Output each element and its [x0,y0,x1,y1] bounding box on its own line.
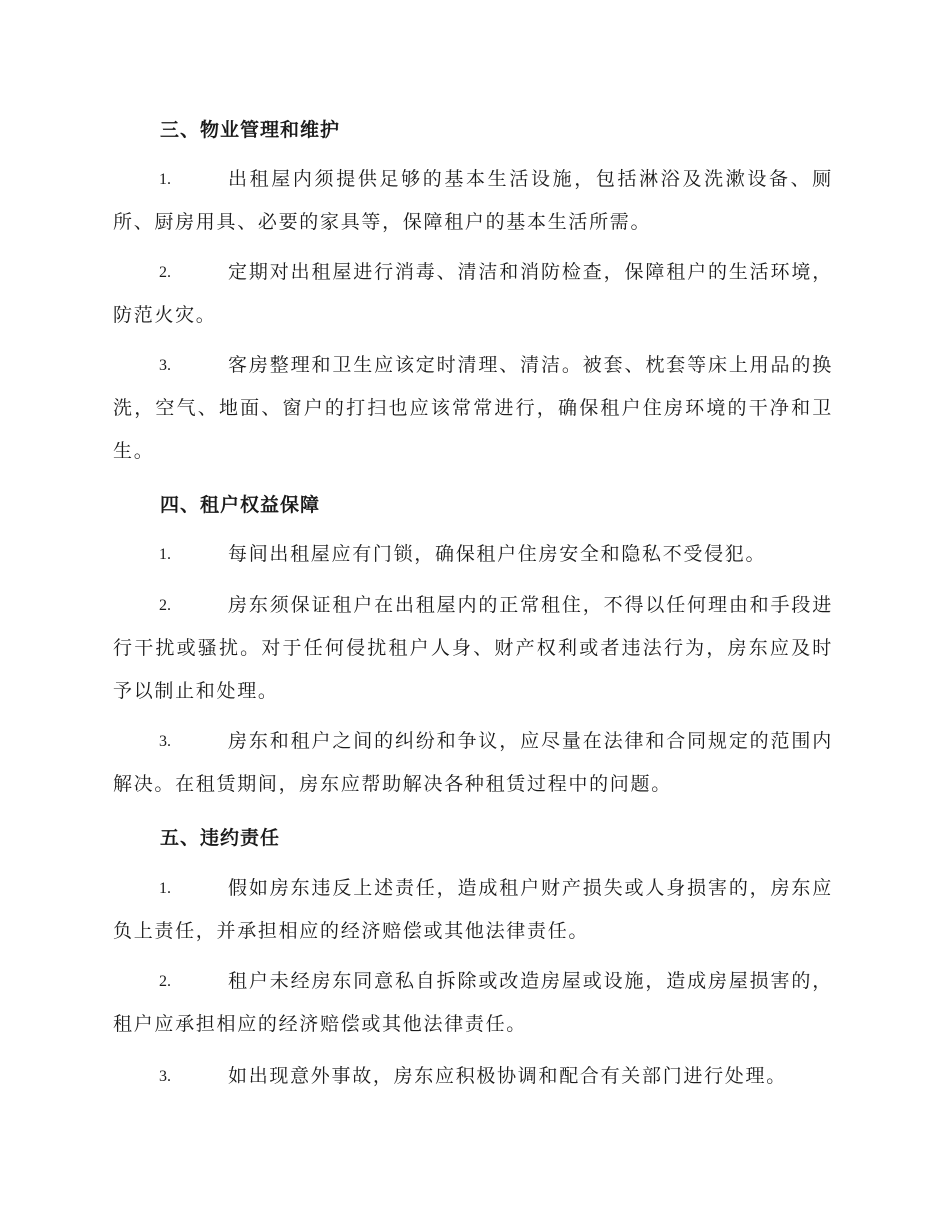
item-number: 1. [159,546,171,563]
list-item [113,533,833,576]
section-heading: 四、租户权益保障 [160,494,321,516]
item-text: 每间出租屋应有门锁，确保租户住房安全和隐私不受侵犯。 [228,543,767,565]
item-text: 房东和租户之间的纠纷和争议，应尽量在法律和合同规定的范围内解决。在租赁期间，房东应帮助解决各种租赁过程中的问题。 [113,730,833,795]
list-item [113,1055,833,1098]
item-text: 定期对出租屋进行消毒、清洁和消防检查，保障租户的生活环境，防范火灾。 [113,261,833,326]
section-heading: 三、物业管理和维护 [160,119,341,141]
item-number: 1. [159,880,171,897]
list-item [113,960,833,1046]
item-text: 出租屋内须提供足够的基本生活设施，包括淋浴及洗漱设备、厕所、厨房用具、必要的家具等，保障租户的基本生活所需。 [113,168,833,233]
item-number: 2. [159,973,171,990]
list-item [113,720,833,806]
item-number: 3. [159,357,171,374]
item-text: 租户未经房东同意私自拆除或改造房屋或设施，造成房屋损害的，租户应承担相应的经济赔偿或其他法律责任。 [113,970,833,1035]
item-text: 房东须保证租户在出租屋内的正常租住，不得以任何理由和手段进行干扰或骚扰。对于任何侵扰租户人身、财产权利或者违法行为，房东应及时予以制止和处理。 [113,594,833,702]
item-text: 假如房东违反上述责任，造成租户财产损失或人身损害的，房东应负上责任，并承担相应的经济赔偿或其他法律责任。 [113,877,833,942]
list-item [113,867,833,953]
item-text: 客房整理和卫生应该定时清理、清洁。被套、枕套等床上用品的换洗，空气、地面、窗户的打扫也应该常常进行，确保租户住房环境的干净和卫生。 [113,354,833,462]
item-number: 2. [159,264,171,281]
section-heading: 五、违约责任 [160,827,281,849]
item-number: 2. [159,597,171,614]
item-number: 3. [159,733,171,750]
list-item [113,251,833,337]
list-item [113,344,833,473]
list-item [113,584,833,713]
list-item [113,158,833,244]
item-text: 如出现意外事故，房东应积极协调和配合有关部门进行处理。 [228,1065,787,1087]
item-number: 3. [159,1068,171,1085]
item-number: 1. [159,171,171,188]
